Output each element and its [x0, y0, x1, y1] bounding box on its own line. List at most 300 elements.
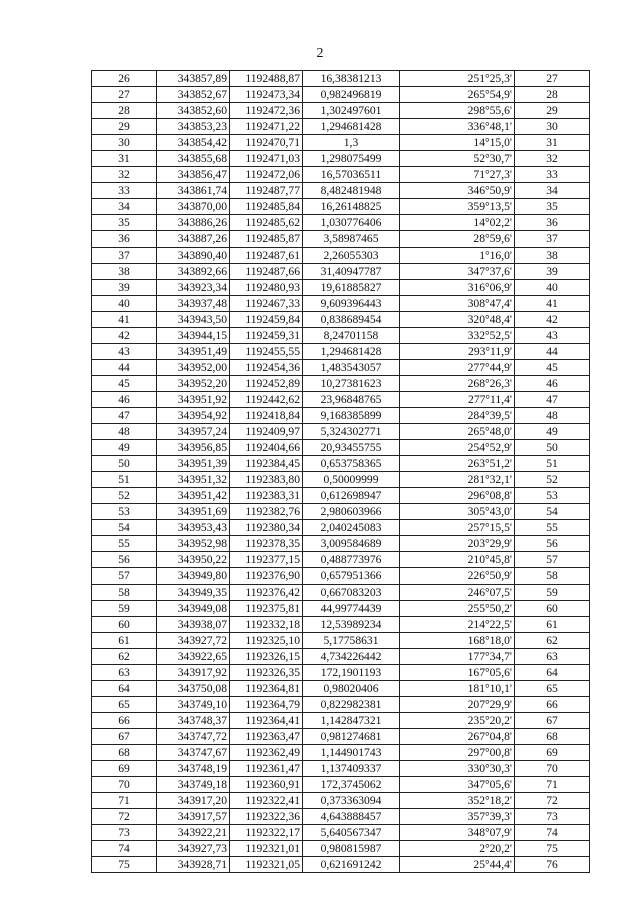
table-row [92, 777, 590, 793]
bearing-cell: 316°06,9' [400, 279, 515, 295]
point-to-cell: 46 [515, 375, 590, 391]
coordinates-table [91, 70, 590, 873]
table-row [92, 424, 590, 440]
bearing-cell: 348°07,9' [400, 825, 515, 841]
point-from-cell: 59 [92, 600, 157, 616]
distance-cell: 0,98020406 [303, 680, 400, 696]
point-from-cell: 71 [92, 793, 157, 809]
point-from-cell: 29 [92, 119, 157, 135]
point-to-cell: 48 [515, 407, 590, 423]
x-coordinate-cell: 343917,20 [157, 793, 230, 809]
point-to-cell: 70 [515, 761, 590, 777]
x-coordinate-cell: 343854,42 [157, 135, 230, 151]
bearing-cell: 263°51,2' [400, 456, 515, 472]
point-to-cell: 37 [515, 231, 590, 247]
table-row [92, 183, 590, 199]
point-to-cell: 49 [515, 424, 590, 440]
bearing-cell: 347°05,6' [400, 777, 515, 793]
point-to-cell: 60 [515, 600, 590, 616]
table-row [92, 456, 590, 472]
bearing-cell: 1°16,0' [400, 247, 515, 263]
bearing-cell: 277°11,4' [400, 391, 515, 407]
bearing-cell: 346°50,9' [400, 183, 515, 199]
table-row [92, 616, 590, 632]
y-coordinate-cell: 1192360,91 [230, 777, 303, 793]
bearing-cell: 332°52,5' [400, 327, 515, 343]
table-row [92, 359, 590, 375]
x-coordinate-cell: 343748,37 [157, 712, 230, 728]
point-from-cell: 41 [92, 311, 157, 327]
point-to-cell: 35 [515, 199, 590, 215]
y-coordinate-cell: 1192467,33 [230, 295, 303, 311]
table-row [92, 504, 590, 520]
table-row [92, 263, 590, 279]
point-from-cell: 74 [92, 841, 157, 857]
point-from-cell: 66 [92, 712, 157, 728]
table-row [92, 744, 590, 760]
point-from-cell: 73 [92, 825, 157, 841]
y-coordinate-cell: 1192364,41 [230, 712, 303, 728]
bearing-cell: 347°37,6' [400, 263, 515, 279]
point-from-cell: 27 [92, 87, 157, 103]
point-to-cell: 45 [515, 359, 590, 375]
x-coordinate-cell: 343938,07 [157, 616, 230, 632]
bearing-cell: 265°48,0' [400, 424, 515, 440]
table-row [92, 600, 590, 616]
x-coordinate-cell: 343927,73 [157, 841, 230, 857]
y-coordinate-cell: 1192326,15 [230, 648, 303, 664]
point-from-cell: 38 [92, 263, 157, 279]
point-from-cell: 63 [92, 664, 157, 680]
point-to-cell: 56 [515, 536, 590, 552]
point-to-cell: 43 [515, 327, 590, 343]
point-from-cell: 45 [92, 375, 157, 391]
point-to-cell: 41 [515, 295, 590, 311]
point-from-cell: 51 [92, 472, 157, 488]
distance-cell: 0,822982381 [303, 696, 400, 712]
x-coordinate-cell: 343928,71 [157, 857, 230, 873]
y-coordinate-cell: 1192321,05 [230, 857, 303, 873]
distance-cell: 1,294681428 [303, 343, 400, 359]
distance-cell: 1,137409337 [303, 761, 400, 777]
table-row [92, 327, 590, 343]
y-coordinate-cell: 1192325,10 [230, 632, 303, 648]
point-to-cell: 66 [515, 696, 590, 712]
point-from-cell: 58 [92, 584, 157, 600]
point-to-cell: 54 [515, 504, 590, 520]
bearing-cell: 308°47,4' [400, 295, 515, 311]
y-coordinate-cell: 1192322,41 [230, 793, 303, 809]
bearing-cell: 268°26,3' [400, 375, 515, 391]
distance-cell: 20,93455755 [303, 440, 400, 456]
table-row [92, 488, 590, 504]
y-coordinate-cell: 1192487,61 [230, 247, 303, 263]
table-row [92, 809, 590, 825]
distance-cell: 2,980603966 [303, 504, 400, 520]
point-to-cell: 74 [515, 825, 590, 841]
point-to-cell: 28 [515, 87, 590, 103]
table-row [92, 728, 590, 744]
x-coordinate-cell: 343922,21 [157, 825, 230, 841]
distance-cell: 10,27381623 [303, 375, 400, 391]
x-coordinate-cell: 343951,49 [157, 343, 230, 359]
distance-cell: 0,653758365 [303, 456, 400, 472]
distance-cell: 1,483543057 [303, 359, 400, 375]
table-row [92, 87, 590, 103]
y-coordinate-cell: 1192321,01 [230, 841, 303, 857]
table-row [92, 71, 590, 87]
x-coordinate-cell: 343750,08 [157, 680, 230, 696]
y-coordinate-cell: 1192383,80 [230, 472, 303, 488]
point-from-cell: 37 [92, 247, 157, 263]
bearing-cell: 14°15,0' [400, 135, 515, 151]
table-row [92, 520, 590, 536]
table-row [92, 584, 590, 600]
point-to-cell: 71 [515, 777, 590, 793]
point-to-cell: 50 [515, 440, 590, 456]
bearing-cell: 296°08,8' [400, 488, 515, 504]
point-from-cell: 61 [92, 632, 157, 648]
point-from-cell: 70 [92, 777, 157, 793]
point-to-cell: 69 [515, 744, 590, 760]
point-from-cell: 42 [92, 327, 157, 343]
distance-cell: 2,26055303 [303, 247, 400, 263]
x-coordinate-cell: 343953,43 [157, 520, 230, 536]
point-from-cell: 47 [92, 407, 157, 423]
y-coordinate-cell: 1192362,49 [230, 744, 303, 760]
distance-cell: 1,298075499 [303, 151, 400, 167]
table-row [92, 472, 590, 488]
table-row [92, 407, 590, 423]
table-row [92, 199, 590, 215]
distance-cell: 0,838689454 [303, 311, 400, 327]
point-to-cell: 53 [515, 488, 590, 504]
y-coordinate-cell: 1192472,06 [230, 167, 303, 183]
x-coordinate-cell: 343923,34 [157, 279, 230, 295]
x-coordinate-cell: 343950,22 [157, 552, 230, 568]
table-row [92, 375, 590, 391]
point-from-cell: 54 [92, 520, 157, 536]
distance-cell: 9,168385899 [303, 407, 400, 423]
point-to-cell: 29 [515, 103, 590, 119]
bearing-cell: 336°48,1' [400, 119, 515, 135]
table-row [92, 825, 590, 841]
x-coordinate-cell: 343952,98 [157, 536, 230, 552]
table-row [92, 215, 590, 231]
distance-cell: 44,99774439 [303, 600, 400, 616]
bearing-cell: 255°50,2' [400, 600, 515, 616]
point-from-cell: 69 [92, 761, 157, 777]
distance-cell: 8,482481948 [303, 183, 400, 199]
y-coordinate-cell: 1192454,36 [230, 359, 303, 375]
table-row [92, 761, 590, 777]
y-coordinate-cell: 1192470,71 [230, 135, 303, 151]
y-coordinate-cell: 1192485,62 [230, 215, 303, 231]
x-coordinate-cell: 343951,39 [157, 456, 230, 472]
point-from-cell: 26 [92, 71, 157, 87]
point-to-cell: 38 [515, 247, 590, 263]
table-row [92, 552, 590, 568]
bearing-cell: 257°15,5' [400, 520, 515, 536]
distance-cell: 16,38381213 [303, 71, 400, 87]
y-coordinate-cell: 1192488,87 [230, 71, 303, 87]
bearing-cell: 214°22,5' [400, 616, 515, 632]
x-coordinate-cell: 343951,32 [157, 472, 230, 488]
distance-cell: 0,488773976 [303, 552, 400, 568]
point-from-cell: 44 [92, 359, 157, 375]
y-coordinate-cell: 1192472,36 [230, 103, 303, 119]
bearing-cell: 330°30,3' [400, 761, 515, 777]
y-coordinate-cell: 1192383,31 [230, 488, 303, 504]
bearing-cell: 14°02,2' [400, 215, 515, 231]
point-to-cell: 75 [515, 841, 590, 857]
coordinates-table-body [92, 71, 590, 873]
bearing-cell: 235°20,2' [400, 712, 515, 728]
y-coordinate-cell: 1192322,36 [230, 809, 303, 825]
point-to-cell: 52 [515, 472, 590, 488]
point-from-cell: 31 [92, 151, 157, 167]
point-from-cell: 53 [92, 504, 157, 520]
bearing-cell: 277°44,9' [400, 359, 515, 375]
x-coordinate-cell: 343943,50 [157, 311, 230, 327]
y-coordinate-cell: 1192326,35 [230, 664, 303, 680]
point-to-cell: 51 [515, 456, 590, 472]
x-coordinate-cell: 343748,19 [157, 761, 230, 777]
bearing-cell: 267°04,8' [400, 728, 515, 744]
table-row [92, 793, 590, 809]
y-coordinate-cell: 1192485,84 [230, 199, 303, 215]
x-coordinate-cell: 343956,85 [157, 440, 230, 456]
table-row [92, 295, 590, 311]
point-from-cell: 32 [92, 167, 157, 183]
distance-cell: 19,61885827 [303, 279, 400, 295]
table-row [92, 231, 590, 247]
y-coordinate-cell: 1192332,18 [230, 616, 303, 632]
bearing-cell: 168°18,0' [400, 632, 515, 648]
x-coordinate-cell: 343892,66 [157, 263, 230, 279]
point-from-cell: 68 [92, 744, 157, 760]
point-from-cell: 55 [92, 536, 157, 552]
table-row [92, 648, 590, 664]
point-from-cell: 35 [92, 215, 157, 231]
point-from-cell: 48 [92, 424, 157, 440]
point-to-cell: 58 [515, 568, 590, 584]
bearing-cell: 297°00,8' [400, 744, 515, 760]
table-row [92, 279, 590, 295]
y-coordinate-cell: 1192442,62 [230, 391, 303, 407]
y-coordinate-cell: 1192409,97 [230, 424, 303, 440]
y-coordinate-cell: 1192384,45 [230, 456, 303, 472]
point-from-cell: 52 [92, 488, 157, 504]
y-coordinate-cell: 1192382,76 [230, 504, 303, 520]
point-to-cell: 64 [515, 664, 590, 680]
bearing-cell: 177°34,7' [400, 648, 515, 664]
point-from-cell: 36 [92, 231, 157, 247]
distance-cell: 172,1901193 [303, 664, 400, 680]
x-coordinate-cell: 343861,74 [157, 183, 230, 199]
x-coordinate-cell: 343870,00 [157, 199, 230, 215]
point-from-cell: 49 [92, 440, 157, 456]
bearing-cell: 281°32,1' [400, 472, 515, 488]
point-from-cell: 62 [92, 648, 157, 664]
table-row [92, 680, 590, 696]
distance-cell: 172,3745062 [303, 777, 400, 793]
point-to-cell: 39 [515, 263, 590, 279]
x-coordinate-cell: 343951,42 [157, 488, 230, 504]
y-coordinate-cell: 1192375,81 [230, 600, 303, 616]
distance-cell: 0,981274681 [303, 728, 400, 744]
distance-cell: 5,17758631 [303, 632, 400, 648]
x-coordinate-cell: 343855,68 [157, 151, 230, 167]
x-coordinate-cell: 343749,10 [157, 696, 230, 712]
y-coordinate-cell: 1192452,89 [230, 375, 303, 391]
point-from-cell: 75 [92, 857, 157, 873]
point-from-cell: 28 [92, 103, 157, 119]
distance-cell: 1,142847321 [303, 712, 400, 728]
point-from-cell: 34 [92, 199, 157, 215]
x-coordinate-cell: 343952,20 [157, 375, 230, 391]
point-to-cell: 32 [515, 151, 590, 167]
bearing-cell: 320°48,4' [400, 311, 515, 327]
distance-cell: 0,621691242 [303, 857, 400, 873]
point-to-cell: 65 [515, 680, 590, 696]
y-coordinate-cell: 1192322,17 [230, 825, 303, 841]
x-coordinate-cell: 343949,35 [157, 584, 230, 600]
x-coordinate-cell: 343853,23 [157, 119, 230, 135]
point-to-cell: 47 [515, 391, 590, 407]
table-row [92, 247, 590, 263]
bearing-cell: 246°07,5' [400, 584, 515, 600]
bearing-cell: 71°27,3' [400, 167, 515, 183]
table-row [92, 841, 590, 857]
x-coordinate-cell: 343852,60 [157, 103, 230, 119]
distance-cell: 1,294681428 [303, 119, 400, 135]
point-to-cell: 42 [515, 311, 590, 327]
y-coordinate-cell: 1192487,66 [230, 263, 303, 279]
x-coordinate-cell: 343887,26 [157, 231, 230, 247]
distance-cell: 1,302497601 [303, 103, 400, 119]
table-row [92, 568, 590, 584]
x-coordinate-cell: 343951,69 [157, 504, 230, 520]
point-to-cell: 68 [515, 728, 590, 744]
point-to-cell: 73 [515, 809, 590, 825]
point-to-cell: 63 [515, 648, 590, 664]
y-coordinate-cell: 1192377,15 [230, 552, 303, 568]
distance-cell: 5,640567347 [303, 825, 400, 841]
point-to-cell: 72 [515, 793, 590, 809]
table-row [92, 664, 590, 680]
bearing-cell: 251°25,3' [400, 71, 515, 87]
point-from-cell: 43 [92, 343, 157, 359]
point-to-cell: 40 [515, 279, 590, 295]
point-to-cell: 30 [515, 119, 590, 135]
bearing-cell: 207°29,9' [400, 696, 515, 712]
x-coordinate-cell: 343886,26 [157, 215, 230, 231]
point-to-cell: 27 [515, 71, 590, 87]
point-from-cell: 56 [92, 552, 157, 568]
bearing-cell: 284°39,5' [400, 407, 515, 423]
point-to-cell: 44 [515, 343, 590, 359]
bearing-cell: 203°29,9' [400, 536, 515, 552]
distance-cell: 9,609396443 [303, 295, 400, 311]
distance-cell: 1,030776406 [303, 215, 400, 231]
y-coordinate-cell: 1192473,34 [230, 87, 303, 103]
point-from-cell: 30 [92, 135, 157, 151]
point-from-cell: 40 [92, 295, 157, 311]
y-coordinate-cell: 1192378,35 [230, 536, 303, 552]
distance-cell: 1,3 [303, 135, 400, 151]
y-coordinate-cell: 1192376,42 [230, 584, 303, 600]
table-row [92, 857, 590, 873]
table-row [92, 119, 590, 135]
y-coordinate-cell: 1192455,55 [230, 343, 303, 359]
y-coordinate-cell: 1192485,87 [230, 231, 303, 247]
table-row [92, 343, 590, 359]
x-coordinate-cell: 343922,65 [157, 648, 230, 664]
point-to-cell: 67 [515, 712, 590, 728]
table-row [92, 536, 590, 552]
bearing-cell: 359°13,5' [400, 199, 515, 215]
x-coordinate-cell: 343857,89 [157, 71, 230, 87]
table-row [92, 167, 590, 183]
distance-cell: 4,643888457 [303, 809, 400, 825]
distance-cell: 31,40947787 [303, 263, 400, 279]
x-coordinate-cell: 343944,15 [157, 327, 230, 343]
x-coordinate-cell: 343852,67 [157, 87, 230, 103]
x-coordinate-cell: 343954,92 [157, 407, 230, 423]
bearing-cell: 25°44,4' [400, 857, 515, 873]
y-coordinate-cell: 1192459,31 [230, 327, 303, 343]
distance-cell: 16,57036511 [303, 167, 400, 183]
x-coordinate-cell: 343957,24 [157, 424, 230, 440]
distance-cell: 0,980815987 [303, 841, 400, 857]
x-coordinate-cell: 343917,92 [157, 664, 230, 680]
y-coordinate-cell: 1192418,84 [230, 407, 303, 423]
x-coordinate-cell: 343890,40 [157, 247, 230, 263]
table-row [92, 103, 590, 119]
table-row [92, 632, 590, 648]
distance-cell: 12,53989234 [303, 616, 400, 632]
point-from-cell: 33 [92, 183, 157, 199]
table-row [92, 311, 590, 327]
y-coordinate-cell: 1192380,34 [230, 520, 303, 536]
distance-cell: 23,96848765 [303, 391, 400, 407]
y-coordinate-cell: 1192471,22 [230, 119, 303, 135]
distance-cell: 0,612698947 [303, 488, 400, 504]
distance-cell: 0,667083203 [303, 584, 400, 600]
point-from-cell: 60 [92, 616, 157, 632]
point-to-cell: 57 [515, 552, 590, 568]
table-row [92, 391, 590, 407]
table-row [92, 712, 590, 728]
distance-cell: 0,373363094 [303, 793, 400, 809]
point-to-cell: 76 [515, 857, 590, 873]
y-coordinate-cell: 1192363,47 [230, 728, 303, 744]
bearing-cell: 298°55,6' [400, 103, 515, 119]
x-coordinate-cell: 343749,18 [157, 777, 230, 793]
bearing-cell: 293°11,9' [400, 343, 515, 359]
bearing-cell: 265°54,9' [400, 87, 515, 103]
distance-cell: 0,982496819 [303, 87, 400, 103]
distance-cell: 0,50009999 [303, 472, 400, 488]
x-coordinate-cell: 343949,08 [157, 600, 230, 616]
bearing-cell: 305°43,0' [400, 504, 515, 520]
bearing-cell: 226°50,9' [400, 568, 515, 584]
distance-cell: 3,009584689 [303, 536, 400, 552]
table-row [92, 440, 590, 456]
distance-cell: 4,734226442 [303, 648, 400, 664]
x-coordinate-cell: 343856,47 [157, 167, 230, 183]
